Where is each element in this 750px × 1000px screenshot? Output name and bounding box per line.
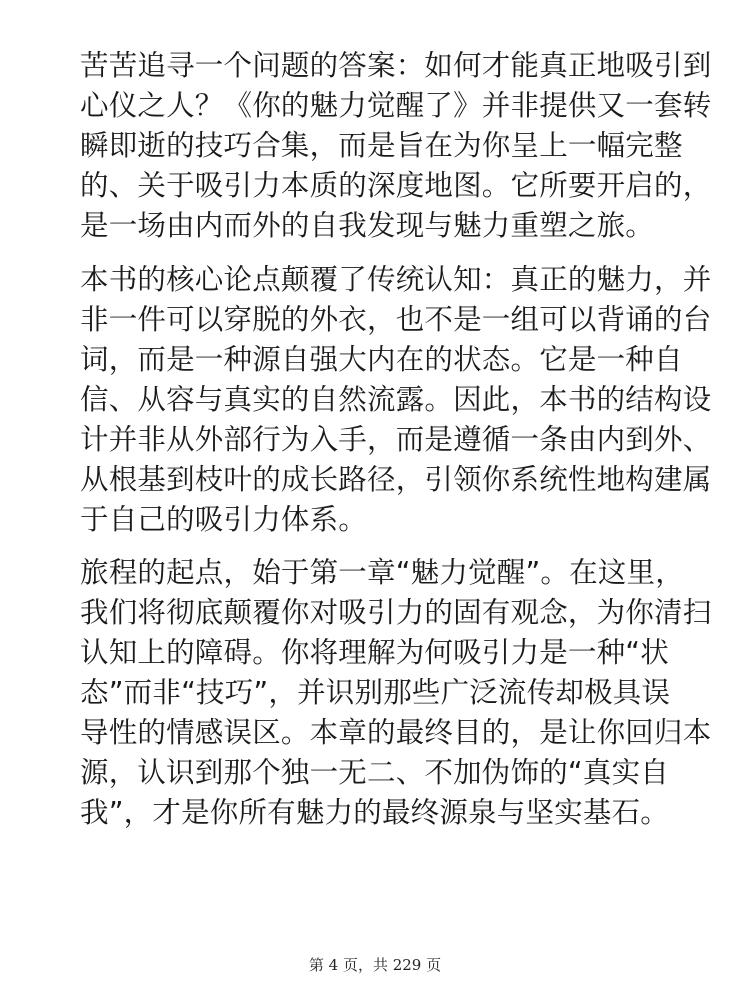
text-line: 是一场由内而外的自我发现与魅力重塑之旅。 bbox=[80, 209, 655, 242]
text-line: 瞬即逝的技巧合集，而是旨在为你呈上一幅完整 bbox=[80, 129, 683, 162]
paragraph-3 bbox=[80, 553, 712, 833]
text-line: 心仪之人？《你的魅力觉醒了》并非提供又一套转 bbox=[80, 89, 712, 122]
text-line: 从根基到枝叶的成长路径，引领你系统性地构建属 bbox=[80, 463, 712, 496]
text-line: 认知上的障碍。你将理解为何吸引力是一种“状 bbox=[80, 636, 669, 669]
text-line: 态”而非“技巧”，并识别那些广泛流传却极具误 bbox=[80, 676, 671, 709]
text-line: 导性的情感误区。本章的最终目的，是让你回归本 bbox=[80, 716, 712, 749]
text-line: 非一件可以穿脱的外衣，也不是一组可以背诵的台 bbox=[80, 303, 712, 336]
body-text bbox=[80, 46, 712, 847]
text-line: 旅程的起点，始于第一章“魅力觉醒”。在这里， bbox=[80, 556, 684, 589]
text-line: 计并非从外部行为入手，而是遵循一条由内到外、 bbox=[80, 423, 712, 456]
text-line: 词，而是一种源自强大内在的状态。它是一种自 bbox=[80, 343, 683, 376]
paragraph-2 bbox=[80, 260, 712, 540]
text-line: 信、从容与真实的自然流露。因此，本书的结构设 bbox=[80, 383, 712, 416]
paragraph-1 bbox=[80, 46, 712, 246]
text-line: 的、关于吸引力本质的深度地图。它所要开启的， bbox=[80, 169, 712, 202]
text-line: 源，认识到那个独一无二、不加伪饰的“真实自 bbox=[80, 756, 669, 789]
text-line: 我们将彻底颠覆你对吸引力的固有观念，为你清扫 bbox=[80, 596, 712, 629]
text-line: 于自己的吸引力体系。 bbox=[80, 503, 368, 536]
page-number: 第 4 页，共 229 页 bbox=[308, 956, 442, 974]
text-line: 苦苦追寻一个问题的答案：如何才能真正地吸引到 bbox=[80, 49, 712, 82]
text-line: 本书的核心论点颠覆了传统认知：真正的魅力，并 bbox=[80, 263, 712, 296]
text-line: 我”，才是你所有魅力的最终源泉与坚实基石。 bbox=[80, 796, 669, 829]
